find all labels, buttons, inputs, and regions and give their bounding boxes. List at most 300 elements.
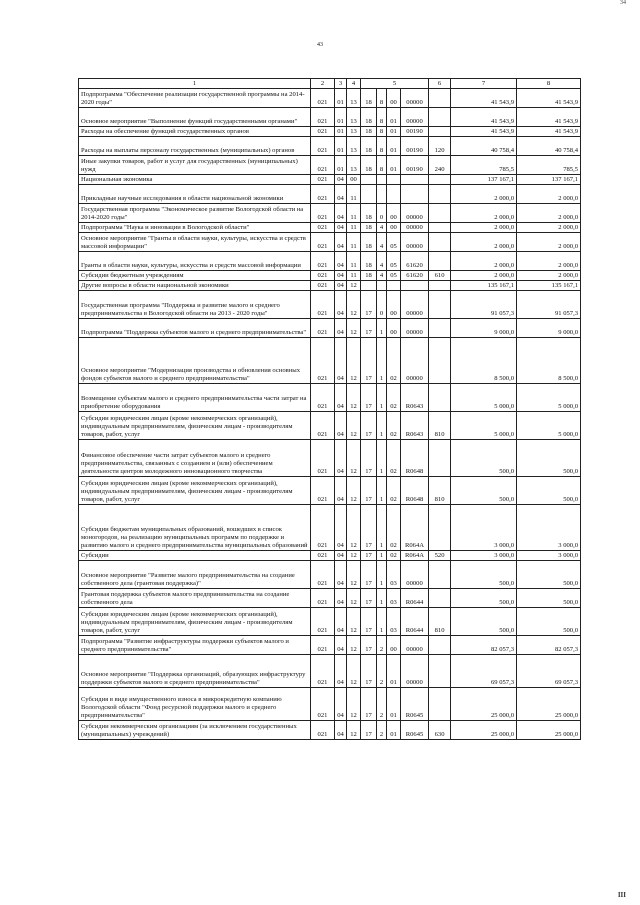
- row-csr-program-cell: 17: [361, 561, 377, 589]
- row-rz-cell: 01: [335, 127, 347, 137]
- row-csr-subprogram-cell: 8: [377, 127, 387, 137]
- row-csr-subprogram-cell: 2: [377, 688, 387, 721]
- row-csr-subprogram-cell: 2: [377, 721, 387, 740]
- row-amount-cell: 8 500,0: [517, 338, 581, 384]
- row-csr-subprogram-cell: 0: [377, 204, 387, 223]
- row-amount-cell: 500,0: [517, 608, 581, 636]
- row-name-cell: Основное мероприятие "Модернизация производства и обновления основных фондов субъектов малого и среднего предпринимательства": [79, 338, 311, 384]
- row-pr-cell: 12: [347, 477, 361, 505]
- row-vr-cell: [429, 505, 451, 551]
- table-row: [79, 281, 581, 291]
- table-row: [79, 384, 581, 412]
- row-rz-cell: 04: [335, 233, 347, 252]
- row-pr-cell: 11: [347, 223, 361, 233]
- row-rz-cell: 04: [335, 185, 347, 204]
- table-row: [79, 551, 581, 561]
- row-csr-subprogram-cell: 8: [377, 108, 387, 127]
- table-row: [79, 175, 581, 185]
- row-csr-direction-cell: R0643: [401, 412, 429, 440]
- header-cell: 1: [79, 79, 311, 89]
- row-ved-cell: 021: [311, 440, 335, 477]
- row-amount-cell: 500,0: [517, 561, 581, 589]
- table-row: [79, 477, 581, 505]
- row-csr-direction-cell: R0648: [401, 477, 429, 505]
- row-ved-cell: 021: [311, 589, 335, 608]
- row-amount-cell: 2 000,0: [517, 252, 581, 271]
- row-csr-direction-cell: 00000: [401, 108, 429, 127]
- row-vr-cell: [429, 281, 451, 291]
- row-pr-cell: 13: [347, 127, 361, 137]
- row-ved-cell: 021: [311, 223, 335, 233]
- row-csr-program-cell: 18: [361, 233, 377, 252]
- row-rz-cell: 04: [335, 384, 347, 412]
- row-ved-cell: 021: [311, 412, 335, 440]
- table-row: [79, 561, 581, 589]
- row-csr-program-cell: [361, 185, 377, 204]
- row-amount-cell: 2 000,0: [451, 271, 517, 281]
- row-amount-cell: 69 057,3: [517, 655, 581, 688]
- row-csr-direction-cell: [401, 185, 429, 204]
- row-amount-cell: 2 000,0: [451, 185, 517, 204]
- row-vr-cell: [429, 291, 451, 319]
- row-csr-subprogram-cell: [377, 175, 387, 185]
- row-pr-cell: 12: [347, 721, 361, 740]
- row-name-cell: Грантовая поддержка субъектов малого предпринимательства на создание собственного дела: [79, 589, 311, 608]
- row-amount-cell: 500,0: [451, 561, 517, 589]
- row-name-cell: Подпрограмма "Поддержка субъектов малого и среднего предпринимательства": [79, 319, 311, 338]
- row-amount-cell: 2 000,0: [517, 271, 581, 281]
- row-csr-direction-cell: 00190: [401, 156, 429, 175]
- row-vr-cell: [429, 561, 451, 589]
- row-csr-subprogram-cell: 4: [377, 233, 387, 252]
- row-vr-cell: [429, 175, 451, 185]
- row-rz-cell: 04: [335, 252, 347, 271]
- row-ved-cell: 021: [311, 688, 335, 721]
- row-csr-program-cell: 18: [361, 127, 377, 137]
- row-vr-cell: 240: [429, 156, 451, 175]
- row-csr-program-cell: 17: [361, 319, 377, 338]
- row-name-cell: Субсидии юридическим лицам (кроме некоммерческих организаций), индивидуальным предпринимателям, физическим лицам - производителям товаров, работ, услуг: [79, 608, 311, 636]
- row-rz-cell: 04: [335, 688, 347, 721]
- row-csr-program-cell: 17: [361, 655, 377, 688]
- row-vr-cell: 630: [429, 721, 451, 740]
- row-csr-program-cell: [361, 281, 377, 291]
- row-csr-direction-cell: R0645: [401, 721, 429, 740]
- row-csr-direction-cell: 00000: [401, 223, 429, 233]
- row-csr-event-cell: 00: [387, 291, 401, 319]
- row-pr-cell: 12: [347, 281, 361, 291]
- row-amount-cell: 9 000,0: [451, 319, 517, 338]
- row-csr-subprogram-cell: 8: [377, 156, 387, 175]
- table-row: [79, 721, 581, 740]
- table-row: [79, 127, 581, 137]
- row-vr-cell: 810: [429, 608, 451, 636]
- row-name-cell: Субсидии юридическим лицам (кроме некоммерческих организаций), индивидуальным предпринимателям, физическим лицам - производителям товаров, работ, услуг: [79, 477, 311, 505]
- row-amount-cell: 3 000,0: [451, 551, 517, 561]
- row-csr-direction-cell: [401, 281, 429, 291]
- row-csr-direction-cell: 00000: [401, 204, 429, 223]
- table-header-row: [79, 79, 581, 89]
- row-vr-cell: 810: [429, 412, 451, 440]
- row-csr-program-cell: 17: [361, 338, 377, 384]
- row-csr-direction-cell: 00000: [401, 561, 429, 589]
- row-pr-cell: 12: [347, 291, 361, 319]
- row-rz-cell: 04: [335, 412, 347, 440]
- row-rz-cell: 04: [335, 281, 347, 291]
- row-rz-cell: 04: [335, 561, 347, 589]
- table-row: [79, 319, 581, 338]
- table-row: [79, 223, 581, 233]
- row-csr-program-cell: 17: [361, 505, 377, 551]
- row-amount-cell: 137 167,1: [517, 175, 581, 185]
- table-row: [79, 233, 581, 252]
- row-vr-cell: [429, 89, 451, 108]
- row-csr-subprogram-cell: [377, 185, 387, 204]
- row-ved-cell: 021: [311, 204, 335, 223]
- row-vr-cell: [429, 252, 451, 271]
- row-csr-event-cell: 01: [387, 721, 401, 740]
- row-name-cell: Прикладные научные исследования в области национальной экономики: [79, 185, 311, 204]
- row-csr-subprogram-cell: 1: [377, 551, 387, 561]
- row-ved-cell: 021: [311, 252, 335, 271]
- row-name-cell: Иные закупки товаров, работ и услуг для государственных (муниципальных) нужд: [79, 156, 311, 175]
- row-rz-cell: 04: [335, 204, 347, 223]
- header-cell: 7: [451, 79, 517, 89]
- row-csr-subprogram-cell: 1: [377, 505, 387, 551]
- row-amount-cell: 2 000,0: [517, 185, 581, 204]
- row-ved-cell: 021: [311, 271, 335, 281]
- row-pr-cell: 12: [347, 561, 361, 589]
- row-csr-program-cell: 17: [361, 551, 377, 561]
- row-csr-subprogram-cell: 2: [377, 636, 387, 655]
- row-csr-subprogram-cell: 1: [377, 384, 387, 412]
- row-amount-cell: 500,0: [451, 589, 517, 608]
- row-csr-event-cell: 00: [387, 89, 401, 108]
- table-body: [79, 89, 581, 740]
- row-amount-cell: 40 758,4: [517, 137, 581, 156]
- row-amount-cell: 135 167,1: [517, 281, 581, 291]
- row-pr-cell: 11: [347, 185, 361, 204]
- row-ved-cell: 021: [311, 137, 335, 156]
- row-csr-event-cell: [387, 185, 401, 204]
- row-name-cell: Подпрограмма "Развитие инфраструктуры поддержки субъектов малого и среднего предпринимательства": [79, 636, 311, 655]
- row-name-cell: Другие вопросы в области национальной экономики: [79, 281, 311, 291]
- row-csr-event-cell: 02: [387, 384, 401, 412]
- row-amount-cell: 40 758,4: [451, 137, 517, 156]
- row-csr-direction-cell: R064A: [401, 551, 429, 561]
- row-rz-cell: 04: [335, 440, 347, 477]
- row-name-cell: Гранты в области науки, культуры, искусства и средств массовой информации: [79, 252, 311, 271]
- row-ved-cell: 021: [311, 608, 335, 636]
- row-csr-direction-cell: 00190: [401, 137, 429, 156]
- row-amount-cell: 8 500,0: [451, 338, 517, 384]
- row-name-cell: Основное мероприятие "Поддержка организаций, образующих инфраструктуру поддержки субъектов малого и среднего предпринимательства": [79, 655, 311, 688]
- row-ved-cell: 021: [311, 561, 335, 589]
- row-rz-cell: 04: [335, 338, 347, 384]
- row-vr-cell: [429, 108, 451, 127]
- row-csr-event-cell: 05: [387, 233, 401, 252]
- row-csr-program-cell: 17: [361, 589, 377, 608]
- row-csr-subprogram-cell: 1: [377, 319, 387, 338]
- row-name-cell: Субсидии: [79, 551, 311, 561]
- row-name-cell: Субсидия в виде имущественного взноса в микрокредитную компанию Вологодской области "Фонд ресурсной поддержки малого и среднего предпринимательства": [79, 688, 311, 721]
- row-ved-cell: 021: [311, 551, 335, 561]
- row-pr-cell: 12: [347, 505, 361, 551]
- row-csr-subprogram-cell: 4: [377, 271, 387, 281]
- row-csr-direction-cell: 00000: [401, 233, 429, 252]
- row-vr-cell: 120: [429, 137, 451, 156]
- row-rz-cell: 01: [335, 156, 347, 175]
- row-rz-cell: 01: [335, 137, 347, 156]
- row-vr-cell: [429, 204, 451, 223]
- row-amount-cell: 5 000,0: [451, 384, 517, 412]
- row-csr-event-cell: 02: [387, 412, 401, 440]
- row-vr-cell: [429, 127, 451, 137]
- row-name-cell: Государственная программа "Экономическое развитие Вологодской области на 2014-2020 годы": [79, 204, 311, 223]
- header-cell: 8: [517, 79, 581, 89]
- row-csr-direction-cell: R0644: [401, 608, 429, 636]
- row-ved-cell: 021: [311, 156, 335, 175]
- row-csr-direction-cell: 00000: [401, 655, 429, 688]
- row-name-cell: Возмещение субъектам малого и среднего предпринимательства части затрат на приобретение оборудования: [79, 384, 311, 412]
- row-ved-cell: 021: [311, 477, 335, 505]
- row-ved-cell: 021: [311, 108, 335, 127]
- row-amount-cell: 137 167,1: [451, 175, 517, 185]
- row-amount-cell: 41 543,9: [451, 89, 517, 108]
- row-ved-cell: 021: [311, 655, 335, 688]
- row-rz-cell: 04: [335, 271, 347, 281]
- row-csr-program-cell: 18: [361, 271, 377, 281]
- row-name-cell: Основное мероприятие "Гранты в области науки, культуры, искусства и средств массовой информации": [79, 233, 311, 252]
- row-rz-cell: 04: [335, 608, 347, 636]
- row-ved-cell: 021: [311, 505, 335, 551]
- row-name-cell: Субсидии бюджетным учреждениям: [79, 271, 311, 281]
- table-row: [79, 505, 581, 551]
- row-amount-cell: 500,0: [517, 477, 581, 505]
- row-name-cell: Основное мероприятие "Выполнение функций государственными органами": [79, 108, 311, 127]
- row-csr-event-cell: [387, 175, 401, 185]
- row-name-cell: Подпрограмма "Наука и инновации в Вологодской области": [79, 223, 311, 233]
- row-amount-cell: 41 543,9: [517, 89, 581, 108]
- row-rz-cell: 04: [335, 589, 347, 608]
- row-pr-cell: 00: [347, 175, 361, 185]
- row-amount-cell: 500,0: [451, 440, 517, 477]
- row-amount-cell: 3 000,0: [517, 505, 581, 551]
- row-amount-cell: 785,5: [451, 156, 517, 175]
- page-number: 43: [317, 42, 323, 48]
- row-csr-event-cell: 02: [387, 505, 401, 551]
- row-csr-event-cell: 02: [387, 338, 401, 384]
- row-csr-program-cell: 18: [361, 252, 377, 271]
- row-csr-subprogram-cell: 1: [377, 561, 387, 589]
- row-csr-event-cell: 00: [387, 319, 401, 338]
- table-row: [79, 156, 581, 175]
- row-csr-direction-cell: 00000: [401, 338, 429, 384]
- row-amount-cell: 2 000,0: [451, 233, 517, 252]
- table-row: [79, 688, 581, 721]
- header-cell: 2: [311, 79, 335, 89]
- row-amount-cell: 25 000,0: [517, 688, 581, 721]
- row-csr-event-cell: 00: [387, 636, 401, 655]
- row-csr-program-cell: 18: [361, 156, 377, 175]
- row-ved-cell: 021: [311, 384, 335, 412]
- row-csr-direction-cell: [401, 175, 429, 185]
- row-amount-cell: 91 057,3: [451, 291, 517, 319]
- row-pr-cell: 12: [347, 636, 361, 655]
- row-csr-subprogram-cell: 1: [377, 608, 387, 636]
- row-amount-cell: 3 000,0: [451, 505, 517, 551]
- row-csr-program-cell: 18: [361, 223, 377, 233]
- row-amount-cell: 2 000,0: [517, 233, 581, 252]
- row-amount-cell: 2 000,0: [451, 204, 517, 223]
- row-csr-program-cell: 17: [361, 636, 377, 655]
- row-csr-program-cell: 18: [361, 89, 377, 108]
- row-amount-cell: 135 167,1: [451, 281, 517, 291]
- header-cell: 4: [347, 79, 361, 89]
- row-csr-subprogram-cell: 1: [377, 338, 387, 384]
- row-vr-cell: [429, 589, 451, 608]
- row-csr-event-cell: 01: [387, 137, 401, 156]
- row-vr-cell: [429, 636, 451, 655]
- row-csr-subprogram-cell: 8: [377, 89, 387, 108]
- row-rz-cell: 04: [335, 291, 347, 319]
- row-csr-event-cell: 00: [387, 223, 401, 233]
- table-row: [79, 137, 581, 156]
- row-rz-cell: 04: [335, 721, 347, 740]
- row-csr-program-cell: 17: [361, 384, 377, 412]
- row-name-cell: Субсидии некоммерческим организациям (за исключением государственных (муниципальных) учреждений): [79, 721, 311, 740]
- row-name-cell: Национальная экономика: [79, 175, 311, 185]
- row-pr-cell: 11: [347, 204, 361, 223]
- row-ved-cell: 021: [311, 319, 335, 338]
- table-row: [79, 185, 581, 204]
- row-rz-cell: 04: [335, 175, 347, 185]
- row-pr-cell: 13: [347, 89, 361, 108]
- row-csr-event-cell: 05: [387, 271, 401, 281]
- row-csr-direction-cell: R0648: [401, 440, 429, 477]
- row-csr-event-cell: 05: [387, 252, 401, 271]
- row-csr-direction-cell: R0643: [401, 384, 429, 412]
- row-pr-cell: 11: [347, 271, 361, 281]
- row-csr-direction-cell: 00000: [401, 89, 429, 108]
- header-cell: 6: [429, 79, 451, 89]
- row-ved-cell: 021: [311, 127, 335, 137]
- row-csr-subprogram-cell: 4: [377, 252, 387, 271]
- row-csr-event-cell: 01: [387, 127, 401, 137]
- row-csr-direction-cell: R064A: [401, 505, 429, 551]
- row-csr-direction-cell: 61620: [401, 271, 429, 281]
- row-ved-cell: 021: [311, 721, 335, 740]
- row-csr-direction-cell: 00190: [401, 127, 429, 137]
- row-amount-cell: 25 000,0: [451, 721, 517, 740]
- row-amount-cell: 41 543,9: [517, 127, 581, 137]
- row-csr-event-cell: 03: [387, 608, 401, 636]
- row-ved-cell: 021: [311, 281, 335, 291]
- row-ved-cell: 021: [311, 89, 335, 108]
- budget-table: [78, 78, 581, 740]
- row-pr-cell: 12: [347, 384, 361, 412]
- row-amount-cell: 2 000,0: [517, 223, 581, 233]
- row-name-cell: Подпрограмма "Обеспечение реализации государственной программы на 2014-2020 годы": [79, 89, 311, 108]
- row-csr-direction-cell: R0645: [401, 688, 429, 721]
- row-amount-cell: 2 000,0: [451, 252, 517, 271]
- row-amount-cell: 500,0: [517, 440, 581, 477]
- row-vr-cell: [429, 223, 451, 233]
- corner-mark-bottom: III: [617, 891, 626, 899]
- row-csr-event-cell: 01: [387, 688, 401, 721]
- row-csr-program-cell: 18: [361, 204, 377, 223]
- row-csr-event-cell: 03: [387, 589, 401, 608]
- row-rz-cell: 04: [335, 319, 347, 338]
- table-row: [79, 252, 581, 271]
- row-pr-cell: 11: [347, 233, 361, 252]
- row-csr-direction-cell: 00000: [401, 636, 429, 655]
- row-pr-cell: 12: [347, 551, 361, 561]
- row-vr-cell: 610: [429, 271, 451, 281]
- row-csr-subprogram-cell: 1: [377, 477, 387, 505]
- row-vr-cell: [429, 319, 451, 338]
- row-pr-cell: 12: [347, 608, 361, 636]
- table-row: [79, 636, 581, 655]
- row-name-cell: Субсидии юридическим лицам (кроме некоммерческих организаций), индивидуальным предпринимателям, физическим лицам - производителям товаров, работ, услуг: [79, 412, 311, 440]
- row-amount-cell: 25 000,0: [517, 721, 581, 740]
- row-csr-subprogram-cell: 1: [377, 589, 387, 608]
- row-csr-subprogram-cell: [377, 281, 387, 291]
- table-row: [79, 412, 581, 440]
- row-amount-cell: 500,0: [517, 589, 581, 608]
- row-ved-cell: 021: [311, 185, 335, 204]
- row-amount-cell: 91 057,3: [517, 291, 581, 319]
- row-rz-cell: 01: [335, 89, 347, 108]
- row-csr-direction-cell: 00000: [401, 291, 429, 319]
- row-rz-cell: 04: [335, 223, 347, 233]
- row-name-cell: Основное мероприятие "Развитие малого предпринимательства на создание собственного дела (грантовая поддержка)": [79, 561, 311, 589]
- row-name-cell: Расходы на выплаты персоналу государственных (муниципальных) органов: [79, 137, 311, 156]
- row-amount-cell: 82 057,3: [517, 636, 581, 655]
- row-csr-direction-cell: 00000: [401, 319, 429, 338]
- row-amount-cell: 69 057,3: [451, 655, 517, 688]
- row-amount-cell: 82 057,3: [451, 636, 517, 655]
- row-csr-event-cell: 01: [387, 108, 401, 127]
- row-amount-cell: 41 543,9: [451, 108, 517, 127]
- row-pr-cell: 12: [347, 655, 361, 688]
- row-pr-cell: 11: [347, 252, 361, 271]
- row-name-cell: Субсидии бюджетам муниципальных образований, вошедших в список моногородов, на реализацию муниципальных программ по поддержке и развитию малого и среднего предпринимательства муниципальных образований: [79, 505, 311, 551]
- row-vr-cell: [429, 185, 451, 204]
- row-rz-cell: 04: [335, 477, 347, 505]
- table-row: [79, 608, 581, 636]
- row-csr-subprogram-cell: 0: [377, 291, 387, 319]
- row-csr-event-cell: 02: [387, 551, 401, 561]
- row-pr-cell: 13: [347, 108, 361, 127]
- row-ved-cell: 021: [311, 291, 335, 319]
- row-csr-subprogram-cell: 1: [377, 412, 387, 440]
- row-csr-subprogram-cell: 8: [377, 137, 387, 156]
- table-row: [79, 108, 581, 127]
- row-vr-cell: [429, 384, 451, 412]
- row-amount-cell: 5 000,0: [517, 412, 581, 440]
- row-amount-cell: 5 000,0: [517, 384, 581, 412]
- row-pr-cell: 12: [347, 319, 361, 338]
- table-row: [79, 440, 581, 477]
- table-row: [79, 271, 581, 281]
- row-ved-cell: 021: [311, 233, 335, 252]
- row-csr-program-cell: 17: [361, 291, 377, 319]
- row-amount-cell: 2 000,0: [451, 223, 517, 233]
- row-amount-cell: 500,0: [451, 608, 517, 636]
- row-name-cell: Государственная программа "Поддержка и развитие малого и среднего предпринимательства в Вологодской области на 2013 - 2020 годы": [79, 291, 311, 319]
- row-csr-program-cell: 17: [361, 608, 377, 636]
